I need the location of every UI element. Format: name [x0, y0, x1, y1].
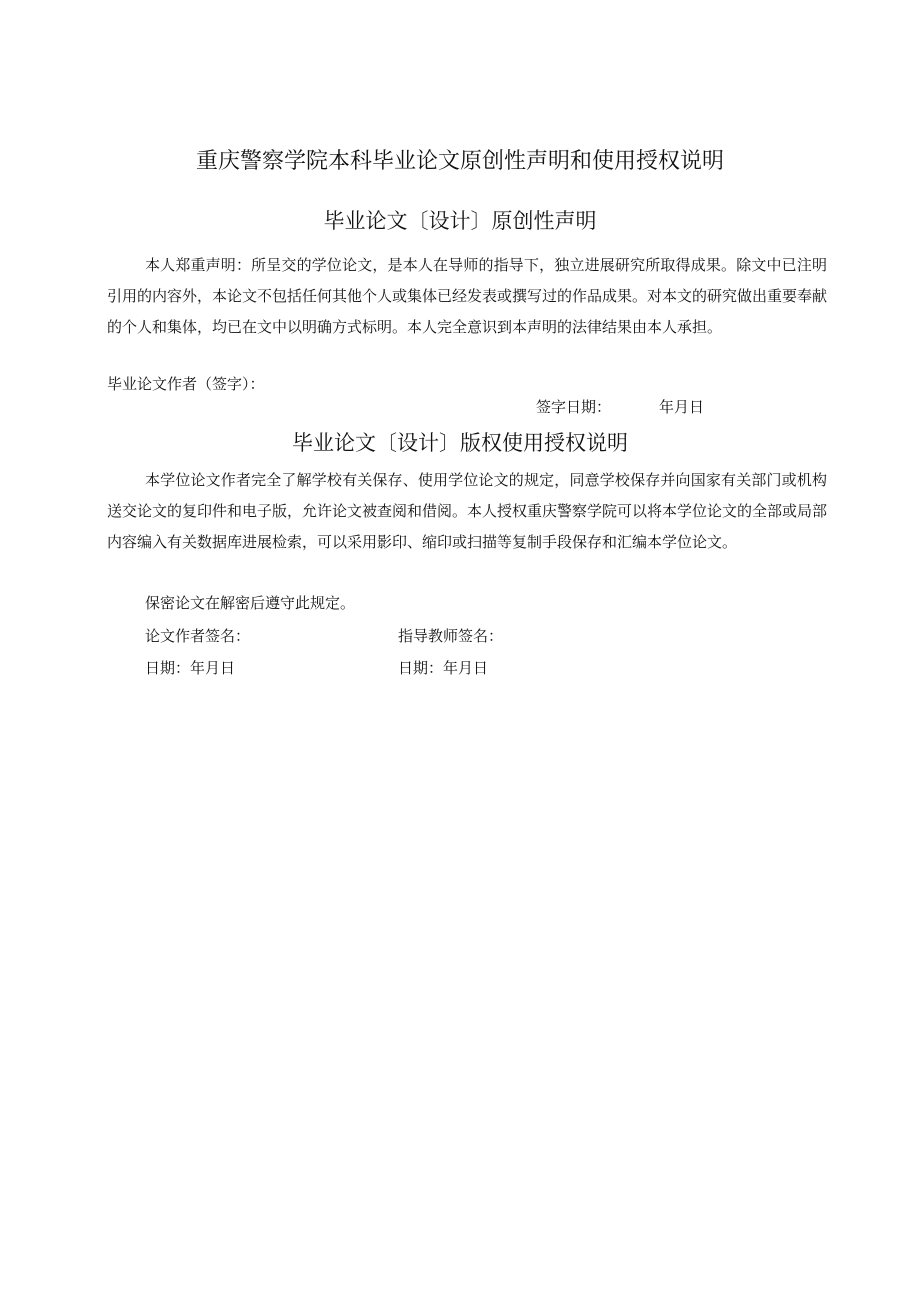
copyright-authorization-paragraph: 本学位论文作者完全了解学校有关保存、使用学位论文的规定，同意学校保存并向国家有关部门或机构送交论文的复印件和电子版，允许论文被查阅和借阅。本人授权重庆警察学院可以将本学位论文的全部或局部内容编入有关数据库进展检索，可以采用影印、缩印或扫描等复制手段保存和汇编本学位论文。	[107, 471, 828, 551]
originality-declaration-heading: 毕业论文〔设计〕原创性声明	[323, 209, 597, 233]
thesis-author-signature-label: 论文作者签名：	[145, 627, 251, 645]
author-signature-label: 毕业论文作者（签字）：	[107, 375, 265, 393]
signature-date-value: 年月日	[659, 398, 705, 416]
signature-date-line	[536, 394, 704, 420]
advisor-signature-label: 指导教师签名：	[398, 627, 504, 645]
advisor-date-label: 日期：年月日	[398, 659, 489, 677]
confidential-note: 保密论文在解密后遵守此规定。	[145, 594, 356, 612]
author-date-label: 日期：年月日	[145, 659, 236, 677]
signature-date-label: 签字日期：	[536, 398, 612, 416]
copyright-authorization-heading: 毕业论文〔设计〕版权使用授权说明	[292, 431, 628, 455]
originality-declaration-paragraph: 本人郑重声明：所呈交的学位论文，是本人在导师的指导下，独立进展研究所取得成果。除文中已注明引用的内容外，本论文不包括任何其他个人或集体已经发表或撰写过的作品成果。对本文的研究做出重要奉献的个人和集体，均已在文中以明确方式标明。本人完全意识到本声明的法律结果由本人承担。	[107, 256, 828, 336]
document-title: 重庆警察学院本科毕业论文原创性声明和使用授权说明	[195, 149, 724, 174]
